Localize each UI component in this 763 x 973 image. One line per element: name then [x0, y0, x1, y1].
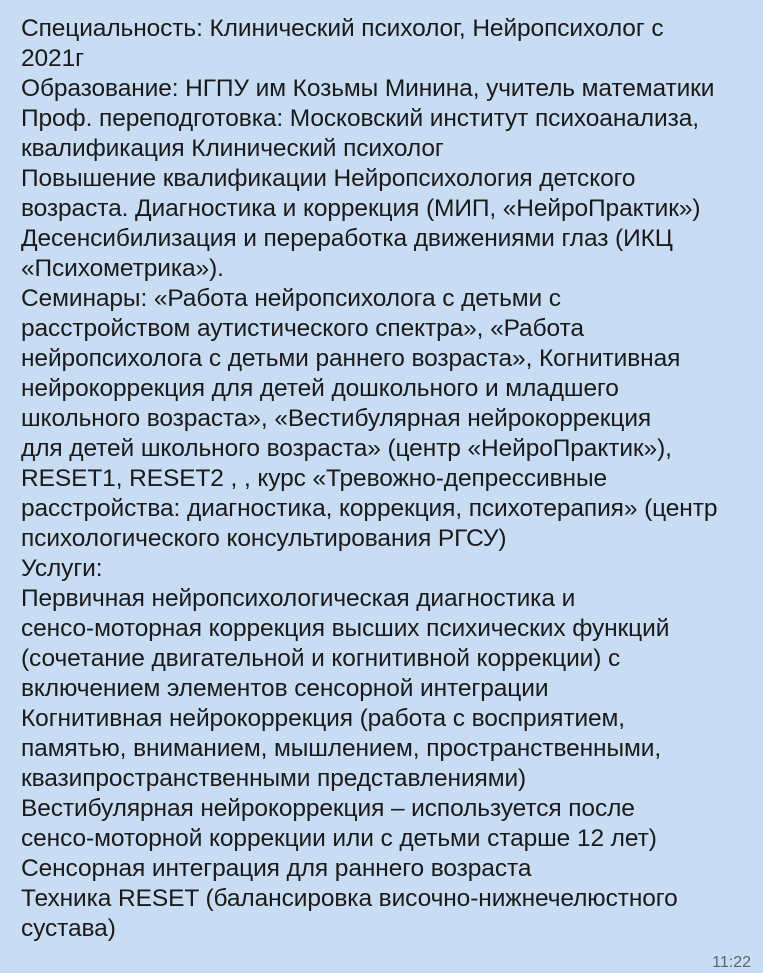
message-timestamp: 11:22: [712, 954, 751, 971]
message-text: Специальность: Клинический психолог, Нейропсихолог с 2021г Образование: НГПУ им Козьмы Минина, учитель математики Проф. переподготовка: Московский институт психоанализа, квалификация Клинический психолог Повышение квалификации Нейропсихология детского возраста. Диагностика и коррекция (МИП, «НейроПрактик») Десенсибилизация и переработка движениями глаз (ИКЦ «Психометрика»). Семинары: «Работа нейропсихолога с детьми с расстройством аутистического спектра», «Работа нейропсихолога с детьми раннего возраста», Когнитивная нейрокоррекция для детей дошкольного и младшего школьного возраста», «Вестибулярная нейрокоррекция для детей школьного возраста» (центр «НейроПрактик»), RESET1, RESET2 , , курс «Тревожно-депрессивные расстройства: диагностика, коррекция, психотерапия» (центр психологического консультирования РГСУ) Услуги: Первичная нейропсихологическая диагностика и сенсо-моторная коррекция высших психических функций (сочетание двигательной и когнитивной коррекции) с включением элементов сенсорной интеграции Когнитивная нейрокоррекция (работа с восприятием, памятью, вниманием, мышлением, пространственными, квазипространственными представлениями) Вестибулярная нейрокоррекция – используется после сенсо-моторной коррекции или с детьми старше 12 лет) Сенсорная интеграция для раннего возраста Техника RESET (балансировка височно-нижнечелюстного сустава): [21, 15, 718, 942]
